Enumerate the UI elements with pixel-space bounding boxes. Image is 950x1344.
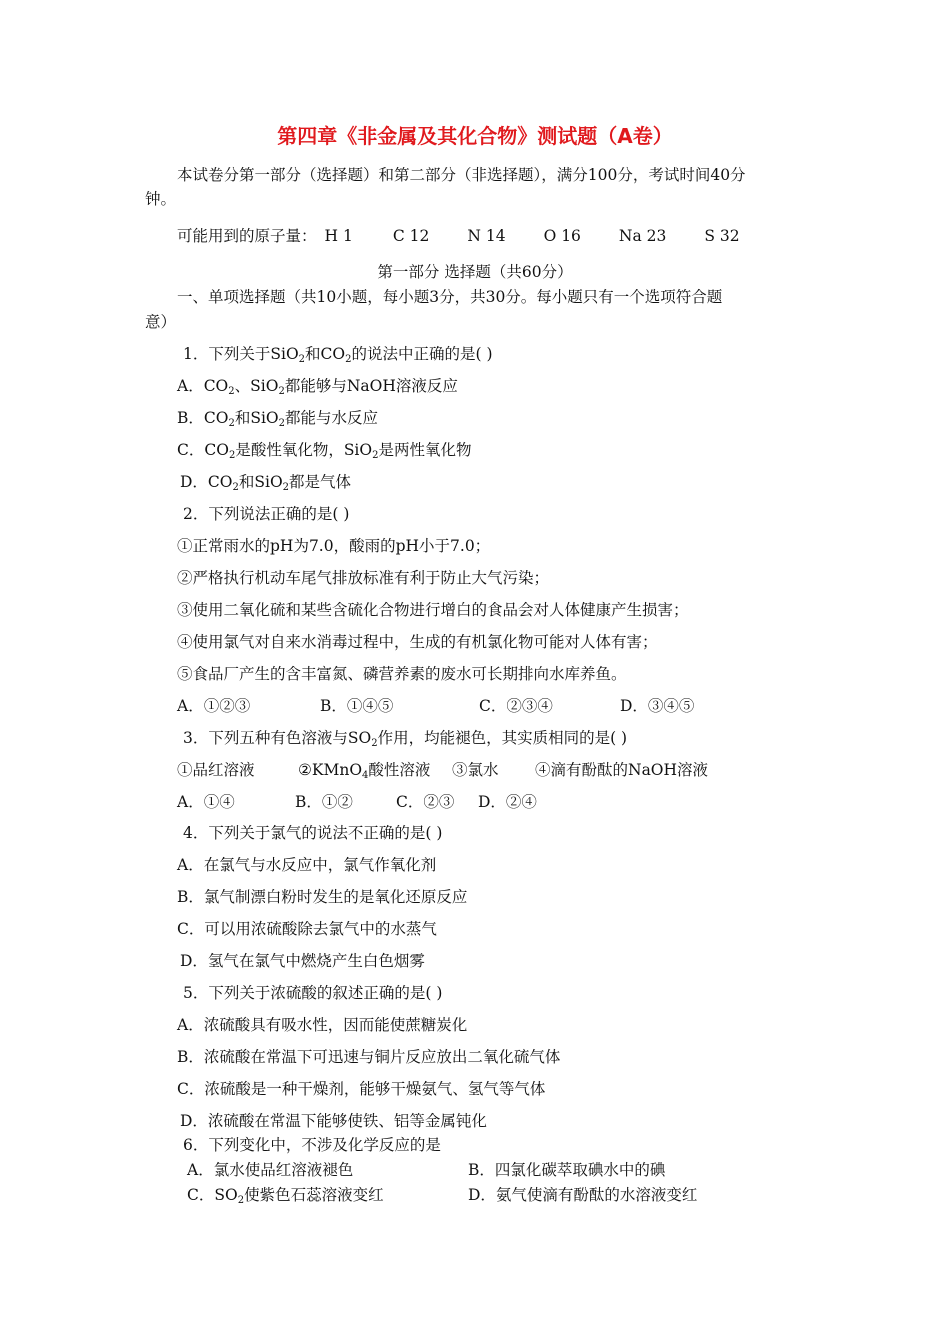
q6-option-d: D．氨气使滴有酚酞的水溶液变红 xyxy=(468,1186,698,1204)
q1-stem: 1．下列关于SiO2和CO2的说法中正确的是( ) xyxy=(183,345,493,365)
q3-option-3: ③氯水 xyxy=(452,761,499,779)
q2-option-d: D．③④⑤ xyxy=(620,697,695,715)
q2-statement-3: ③使用二氧化硫和某些含硫化合物进行增白的食品会对人体健康产生损害； xyxy=(177,601,689,619)
q6-option-a: A．氯水使品红溶液褪色 xyxy=(187,1161,354,1179)
q1-option-d: D．CO2和SiO2都是气体 xyxy=(180,473,352,493)
section1-line-2: 意） xyxy=(145,313,177,331)
q4-option-a: A．在氯气与水反应中，氯气作氧化剂 xyxy=(177,856,437,874)
atomic-mass-o: O 16 xyxy=(543,227,581,245)
atomic-mass-n: N 14 xyxy=(467,227,506,245)
intro-line-1: 本试卷分第一部分（选择题）和第二部分（非选择题），满分100分，考试时间40分 xyxy=(177,166,746,184)
q5-option-d: D．浓硫酸在常温下能够使铁、铝等金属钝化 xyxy=(180,1112,487,1130)
q6-stem: 6．下列变化中，不涉及化学反应的是 xyxy=(183,1136,441,1154)
q3-option-c: C．②③ xyxy=(396,793,455,811)
q2-option-a: A．①②③ xyxy=(177,697,251,715)
q5-stem: 5．下列关于浓硫酸的叙述正确的是( ) xyxy=(183,984,443,1002)
q2-statement-4: ④使用氯气对自来水消毒过程中，生成的有机氯化物可能对人体有害； xyxy=(177,633,658,651)
q5-option-a: A．浓硫酸具有吸水性，因而能使蔗糖炭化 xyxy=(177,1016,468,1034)
q2-option-c: C．②③④ xyxy=(479,697,553,715)
q1-option-a: A．CO2、SiO2都能够与NaOH溶液反应 xyxy=(177,377,458,397)
atomic-mass-s: S 32 xyxy=(704,227,740,245)
q1-option-c: C．CO2是酸性氧化物，SiO2是两性氧化物 xyxy=(177,441,472,461)
q6-option-c: C．SO2使紫色石蕊溶液变红 xyxy=(187,1186,384,1206)
q3-option-2: ②KMnO4酸性溶液 xyxy=(298,761,431,781)
q3-option-a: A．①④ xyxy=(177,793,235,811)
q2-stem: 2．下列说法正确的是( ) xyxy=(183,505,350,523)
atomic-masses xyxy=(177,226,740,246)
q2-statement-2: ②严格执行机动车尾气排放标准有利于防止大气污染； xyxy=(177,569,550,587)
q3-option-1: ①品红溶液 xyxy=(177,761,255,779)
q2-statement-1: ①正常雨水的pH为7.0，酸雨的pH小于7.0； xyxy=(177,537,491,555)
q4-option-d: D．氢气在氯气中燃烧产生白色烟雾 xyxy=(180,952,425,970)
q3-stem: 3．下列五种有色溶液与SO2作用，均能褪色，其实质相同的是( ) xyxy=(183,729,628,749)
atomic-mass-h: H 1 xyxy=(324,227,353,245)
q2-option-b: B．①④⑤ xyxy=(320,697,394,715)
page-title: 第四章《非金属及其化合物》测试题（A卷） xyxy=(277,124,673,148)
q2-statement-5: ⑤食品厂产生的含丰富氮、磷营养素的废水可长期排向水库养鱼。 xyxy=(177,665,627,683)
q5-option-b: B．浓硫酸在常温下可迅速与铜片反应放出二氧化硫气体 xyxy=(177,1048,561,1066)
section1-line-1: 一、单项选择题（共10小题，每小题3分，共30分。每小题只有一个选项符合题 xyxy=(177,288,723,306)
q6-option-b: B．四氯化碳萃取碘水中的碘 xyxy=(468,1161,666,1179)
atomic-mass-c: C 12 xyxy=(392,227,430,245)
part1-heading: 第一部分 选择题（共60分） xyxy=(377,263,573,281)
q4-option-c: C．可以用浓硫酸除去氯气中的水蒸气 xyxy=(177,920,437,938)
atomic-masses-label: 可能用到的原子量： xyxy=(177,227,317,245)
q3-option-4: ④滴有酚酞的NaOH溶液 xyxy=(535,761,709,779)
q1-option-b: B．CO2和SiO2都能与水反应 xyxy=(177,409,379,429)
atomic-mass-na: Na 23 xyxy=(618,227,667,245)
intro-line-2: 钟。 xyxy=(145,190,177,208)
q4-stem: 4．下列关于氯气的说法不正确的是( ) xyxy=(183,824,443,842)
q4-option-b: B．氯气制漂白粉时发生的是氧化还原反应 xyxy=(177,888,468,906)
q5-option-c: C．浓硫酸是一种干燥剂，能够干燥氨气、氢气等气体 xyxy=(177,1080,546,1098)
q3-option-d: D．②④ xyxy=(478,793,537,811)
q3-option-b: B．①② xyxy=(295,793,353,811)
